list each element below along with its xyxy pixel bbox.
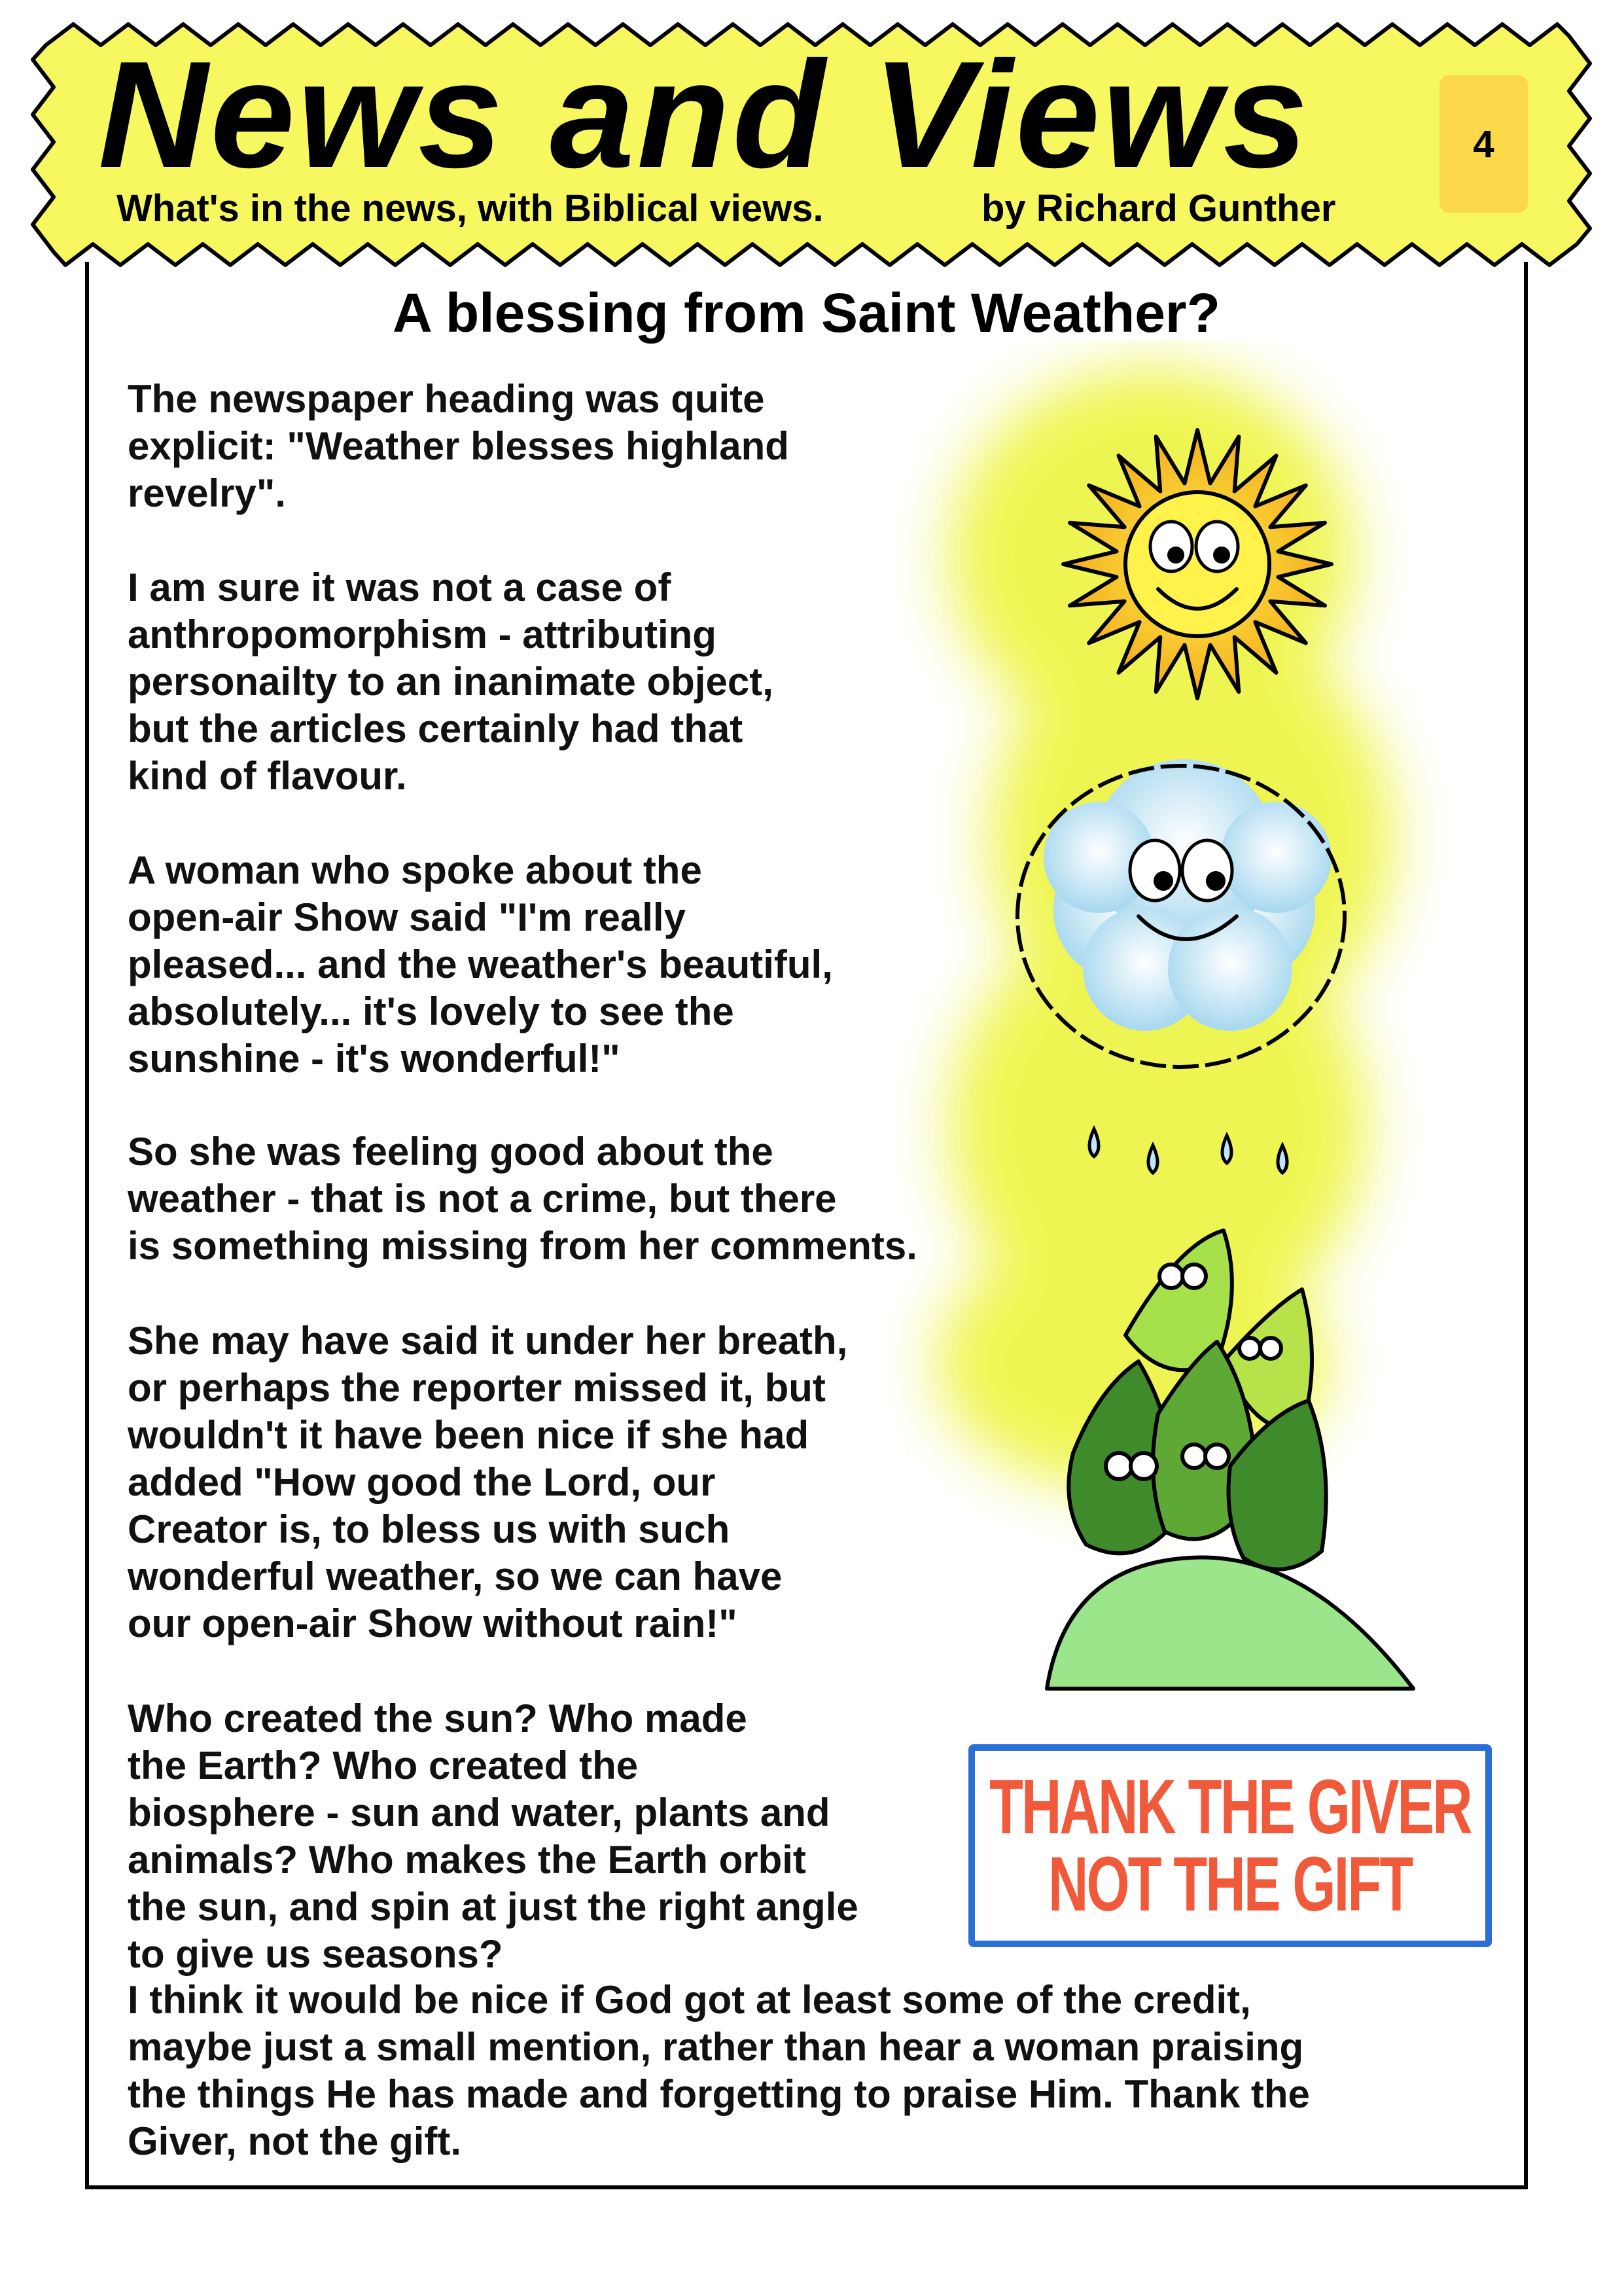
paragraph-1: The newspaper heading was quite explicit: "Weather blesses highland revelry". (128, 377, 789, 515)
masthead-tagline: What's in the news, with Biblical views. (116, 187, 824, 230)
sun-face (1125, 492, 1269, 636)
paragraph-2: I am sure it was not a case of anthropomorphism - attributing personailty to an inanimate object, but the articles certainly had that kind of flavour. (128, 565, 773, 798)
paragraph-6: Who created the sun? Who made the Earth? Who created the biosphere - sun and water, plants and animals? Who makes the Earth orbit the sun, and spin at just the right angle to give us seasons? (128, 1696, 858, 1976)
paragraph-3: A woman who spoke about the open-air Show said "I'm really pleased... and the weather's beautiful, absolutely... it's lovely to see the sunshine - it's wonderful!" (128, 848, 833, 1081)
page-number: 4 (1473, 122, 1494, 166)
paragraph-5: She may have said it under her breath, or perhaps the reporter missed it, but wouldn't it have been nice if she had added "How good the Lord, our Creator is, to bless us with such wonderful weather, so we can have our open-air Show without rain!" (128, 1319, 848, 1645)
callout-line-2: NOT THE GIFT (1048, 1841, 1412, 1928)
article-title: A blessing from Saint Weather? (393, 282, 1220, 344)
thank-the-giver-callout (968, 1744, 1492, 1947)
masthead-byline: by Richard Gunther (981, 187, 1336, 230)
paragraph-7: I think it would be nice if God got at least some of the credit, maybe just a small mention, rather than hear a woman praising the things He has made and forgetting to praise Him. Thank the Giver, not the gift. (128, 1978, 1310, 2163)
page-number-badge (1439, 75, 1528, 213)
masthead-title: News and Views (98, 30, 1311, 200)
hill (1047, 1558, 1413, 1689)
callout-line-1: THANK THE GIVER (989, 1764, 1471, 1850)
paragraph-4: So she was feeling good about the weather - that is not a crime, but there is something missing from her comments. (128, 1130, 917, 1268)
